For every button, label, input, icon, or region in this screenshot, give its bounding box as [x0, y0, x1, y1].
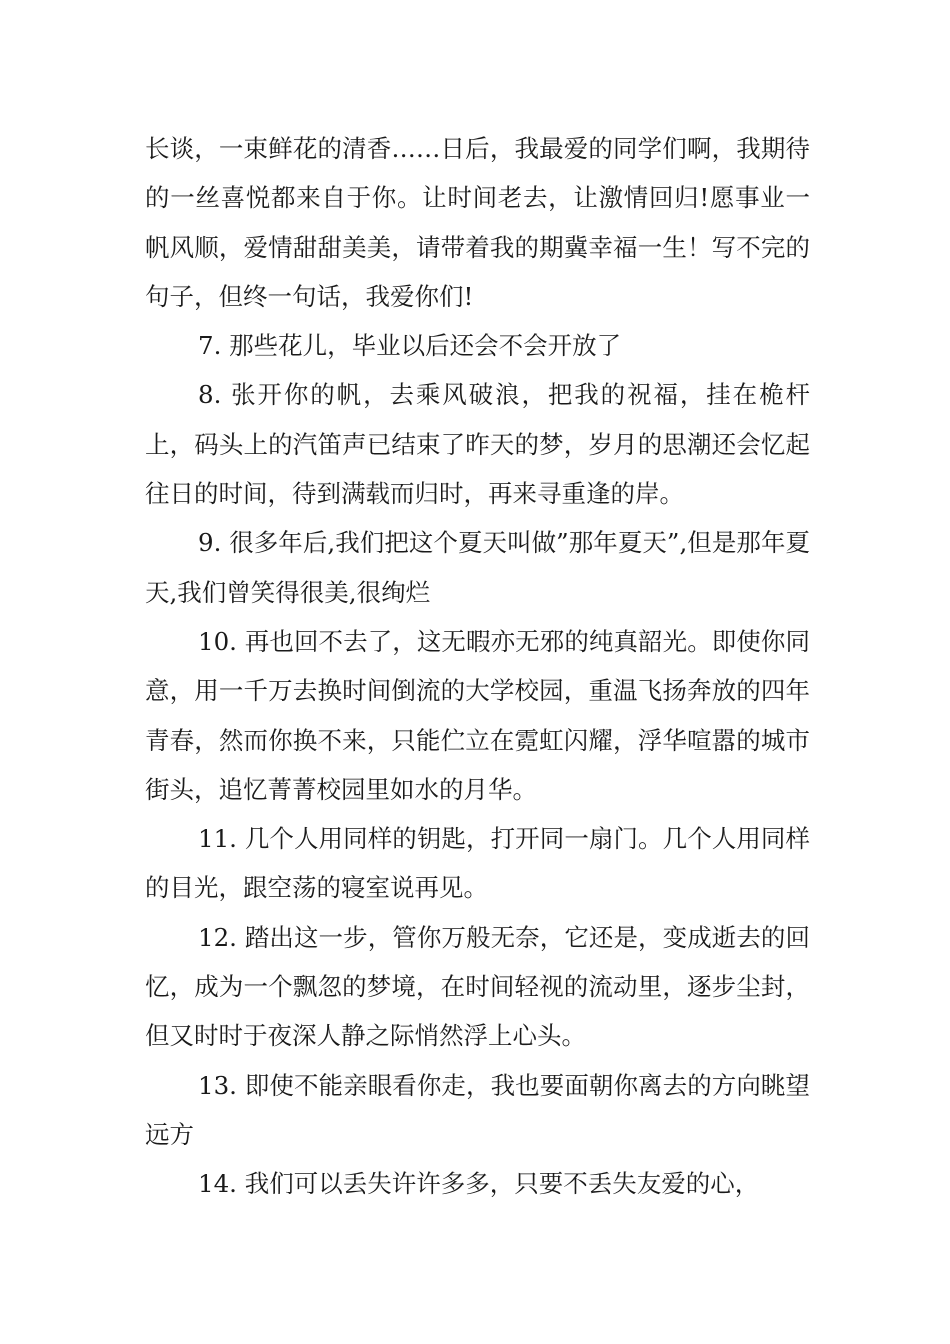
list-item-10: 10. 再也回不去了，这无暇亦无邪的纯真韶光。即使你同意，用一千万去换时间倒流的大学校园，重温飞扬奔放的四年青春，然而你换不来，只能伫立在霓虹闪耀，浮华喧嚣的城市街头，追忆菁菁校园里如水的月华。 [145, 626, 810, 804]
list-item-13: 13. 即使不能亲眼看你走，我也要面朝你离去的方向眺望远方 [145, 1070, 810, 1149]
list-item-9: 9. 很多年后,我们把这个夏天叫做”那年夏天”,但是那年夏天,我们曾笑得很美,很绚烂 [145, 528, 810, 607]
list-item-11: 11. 几个人用同样的钥匙，打开同一扇门。几个人用同样的目光，跟空荡的寝室说再见。 [145, 824, 810, 903]
list-item-7: 7. 那些花儿，毕业以后还会不会开放了 [198, 331, 622, 361]
document-body [145, 124, 810, 1209]
list-item-8: 8. 张开你的帆，去乘风破浪，把我的祝福，挂在桅杆上，码头上的汽笛声已结束了昨天的梦，岁月的思潮还会忆起往日的时间，待到满载而归时，再来寻重逢的岸。 [145, 380, 810, 509]
paragraph-continuation: 长谈，一束鲜花的清香……日后，我最爱的同学们啊，我期待的一丝喜悦都来自于你。让时间老去，让激情回归!愿事业一帆风顺，爱情甜甜美美，请带着我的期冀幸福一生！写不完的句子，但终一句话，我爱你们! [145, 134, 810, 311]
list-item-14: 14. 我们可以丢失许许多多，只要不丢失友爱的心， [198, 1169, 760, 1199]
list-item-12: 12. 踏出这一步，管你万般无奈，它还是，变成逝去的回忆，成为一个飘忽的梦境，在时间轻视的流动里，逐步尘封，但又时时于夜深人静之际悄然浮上心头。 [145, 922, 810, 1051]
